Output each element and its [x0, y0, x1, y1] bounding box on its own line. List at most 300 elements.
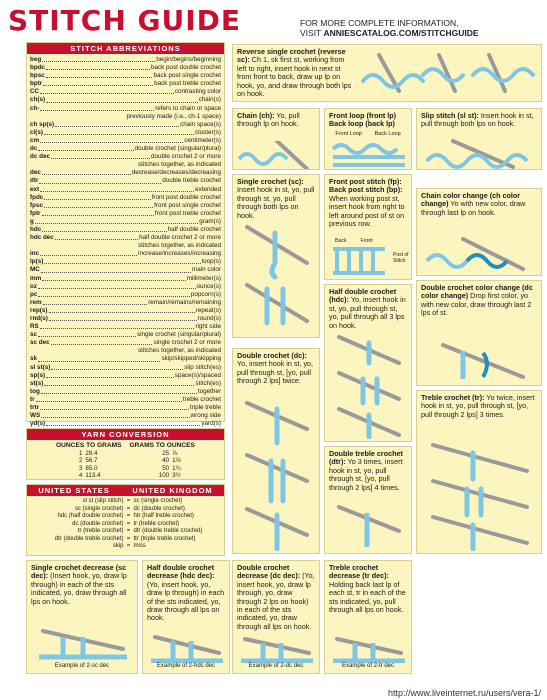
card-heading: Double crochet color change (dc color change) [421, 283, 533, 301]
grams-to-ounces-header: GRAMS TO OUNCES [129, 442, 195, 449]
card-heading: Half double crochet (hdc): [329, 287, 397, 305]
uk-term: ttr (triple treble crochet) [133, 535, 196, 542]
leader-dots [40, 323, 195, 329]
abbreviation-meaning: double crochet 2 or more [150, 153, 221, 161]
abbreviation-meaning: refers to chain or space [155, 104, 221, 112]
abbreviation-row [30, 307, 221, 315]
card-body: Yo, pull through lp on hook. [237, 111, 300, 129]
conversion-cell: 2 [78, 457, 83, 465]
leader-dots [46, 372, 174, 378]
abbreviation-row [30, 218, 221, 226]
abbreviation-meaning: front post single crochet [154, 201, 221, 209]
abbreviation-row [30, 331, 221, 339]
abbreviation-term: WS [30, 412, 41, 420]
abbreviation-meaning: begin/begins/beginning [156, 56, 221, 63]
abbreviation-term: inc [30, 250, 40, 258]
abbreviation-term: rem [30, 298, 42, 306]
abbreviation-row [30, 250, 221, 258]
abbreviation-row [30, 210, 221, 218]
abbreviation-row [30, 396, 221, 404]
abbreviation-meaning: double crochet (singular/plural) [134, 145, 221, 153]
abbreviation-row [30, 258, 221, 266]
uk-term: sc (single crochet) [133, 498, 183, 504]
abbreviation-meaning: triple treble [189, 404, 221, 412]
leader-dots [46, 96, 198, 102]
abbreviation-term: dtr [30, 177, 39, 185]
us-uk-panel [26, 484, 225, 556]
abbreviation-term: hdc dec [30, 234, 54, 242]
abbreviation-row [30, 404, 221, 412]
abbreviation-meaning: stitches together, as indicated [138, 161, 221, 169]
card-double-treble [324, 446, 412, 554]
us-term: dc (double crochet) [72, 520, 124, 527]
abbreviations-header: STITCH ABBREVIATIONS [27, 43, 224, 54]
uk-term: dtr (double treble crochet) [133, 528, 203, 534]
card-treble-crochet [416, 390, 542, 554]
abbreviation-meaning: increase/increases/increasing [138, 250, 221, 258]
abbreviation-meaning: front post double crochet [151, 193, 221, 201]
abbreviation-term: bpdc [30, 64, 46, 72]
card-slip-stitch [416, 108, 542, 170]
equals-sign: = [126, 513, 131, 519]
leader-dots [38, 145, 133, 151]
leader-dots [38, 331, 136, 337]
loops-diagram [329, 141, 409, 169]
conversion-cell: 1¾ [172, 464, 181, 472]
leader-dots [51, 364, 183, 370]
abbreviation-row [30, 380, 221, 388]
abbreviation-row [30, 242, 221, 250]
us-header: UNITED STATES [38, 486, 110, 495]
abbreviation-term: ch sp(s) [30, 120, 55, 128]
leader-dots [55, 234, 138, 240]
leader-dots [40, 186, 194, 192]
card-single-crochet [232, 174, 320, 338]
abbreviation-term: dc dec [30, 153, 50, 161]
equals-sign: = [126, 543, 131, 549]
back-label: Back [335, 238, 347, 244]
abbreviation-row [30, 113, 221, 121]
abbreviation-row [30, 72, 221, 80]
conversion-cell: ⅞ [172, 449, 178, 457]
card-heading: Front post stitch (fp): Back post stitch (bp): [329, 177, 403, 195]
abbreviation-row [30, 388, 221, 396]
abbreviation-row [30, 234, 221, 242]
conversion-cell: 40 [162, 457, 170, 465]
leader-dots [44, 194, 150, 200]
card-heading: Reverse single crochet (reverse sc): [237, 47, 346, 65]
front-label: Front [360, 238, 373, 244]
abbreviation-row [30, 412, 221, 420]
card-heading: Half double crochet decrease (hdc dec): [147, 563, 215, 581]
abbreviation-meaning: skip/skipped/skipping [161, 355, 221, 363]
leader-dots [46, 420, 200, 426]
us-uk-row [27, 536, 224, 544]
abbreviation-term: ch(s) [30, 96, 46, 104]
leader-dots [38, 283, 196, 289]
card-heading: Double crochet decrease (dc dec): [237, 563, 301, 581]
abbreviation-row [30, 88, 221, 96]
uk-header: UNITED KINGDOM [132, 486, 213, 495]
caption: Example of 2-sc dec [54, 662, 110, 669]
card-body: When working post st, insert hook from right to left around post of st on previous row. [329, 193, 405, 229]
abbreviation-meaning: half double crochet [167, 225, 221, 233]
abbreviation-term: lp(s) [30, 258, 44, 266]
card-heading: Double crochet (dc): [237, 351, 307, 360]
card-heading: Single crochet (sc): [237, 177, 304, 186]
abbreviation-term: yd(s) [30, 420, 46, 428]
abbreviation-term: MC [30, 266, 40, 274]
card-heading: Slip stitch (sl st): [421, 111, 479, 120]
abbreviation-term: mm [30, 274, 42, 282]
abbreviation-row [30, 169, 221, 177]
uk-term: miss [133, 543, 146, 549]
abbreviation-term: sl st(s) [30, 363, 51, 371]
info-line: FOR MORE COMPLETE INFORMATION, [300, 18, 459, 28]
us-uk-row [27, 498, 224, 506]
leader-dots [35, 218, 198, 224]
card-sc-decrease [26, 560, 138, 674]
leader-dots [40, 404, 189, 410]
card-hdc-decrease [142, 560, 230, 674]
leader-dots [51, 153, 150, 159]
card-front-back-post [324, 174, 412, 280]
us-term: hdc (half double crochet) [57, 513, 124, 519]
abbreviations-list [27, 54, 224, 438]
leader-dots [42, 275, 186, 281]
abbreviation-term: g [30, 217, 34, 225]
card-heading: Front loop (front lp) Back loop (back lp) [329, 111, 397, 129]
card-text [237, 48, 355, 98]
leader-dots [40, 250, 137, 256]
abbreviation-meaning: treble crochet [182, 395, 221, 403]
leader-dots [49, 315, 197, 321]
conversion-row [56, 472, 195, 480]
abbreviation-term: sk [30, 355, 38, 363]
conversion-row [56, 450, 195, 458]
abbreviation-meaning: chain(s) [198, 96, 221, 104]
abbreviation-term: ext [30, 185, 40, 193]
abbreviation-meaning: cluster(s) [195, 128, 221, 136]
abbreviation-meaning: wrong side [190, 412, 221, 420]
abbreviation-meaning: slip stitch(es) [184, 363, 221, 371]
leader-dots [55, 121, 179, 127]
card-body: Insert hook in st, pull through both lps on hook. [421, 111, 534, 129]
leader-dots [44, 258, 200, 264]
abbreviation-row [30, 283, 221, 291]
abbreviation-row [30, 291, 221, 299]
abbreviation-row [30, 121, 221, 129]
info-url[interactable]: ANNIESCATALOG.COM/STITCHGUIDE [323, 28, 479, 38]
leader-dots [36, 396, 182, 402]
card-heading: Chain (ch): [237, 111, 275, 120]
front-loop-label: Front Loop [335, 130, 362, 137]
us-uk-row [27, 513, 224, 521]
slip-stitch-diagram [423, 139, 537, 169]
abbreviation-term: tr [30, 395, 35, 403]
abbreviation-row [30, 372, 221, 380]
card-heading: Double treble crochet (dtr): [329, 449, 403, 467]
leader-dots [51, 339, 153, 345]
conversion-cell: 56.7 [85, 457, 98, 465]
abbreviation-meaning: half double crochet 2 or more [139, 234, 221, 242]
caption: Example of 2-dc dec [248, 662, 304, 669]
leader-dots [38, 291, 190, 297]
abbreviation-term: sc dec [30, 339, 50, 347]
card-dc-color-change [416, 280, 542, 386]
leader-dots [41, 266, 191, 272]
watermark[interactable]: http://www.liveinternet.ru/users/vera-1/ [387, 688, 541, 698]
abbreviation-row [30, 299, 221, 307]
leader-dots [38, 355, 160, 361]
abbreviation-meaning: previously made (i.e., ch-1 space) [126, 112, 221, 120]
abbreviation-meaning: round(s) [197, 315, 221, 322]
us-uk-row [27, 521, 224, 529]
card-body: Ch 1, sk first st, working from left to right, insert hook in next st from front to back, draw up lp on hook, yo, and draw through both lps on hook. [237, 55, 352, 99]
post-of-stitch-label: Post of Stitch [393, 252, 409, 264]
abbreviation-meaning: back post treble crochet [154, 80, 221, 88]
abbreviation-term: sp(s) [30, 371, 46, 379]
conversion-cell: 25 [162, 449, 170, 457]
abbreviation-meaning: back post single crochet [153, 72, 221, 80]
abbreviation-meaning: centimeter(s) [184, 136, 221, 144]
abbreviation-row [30, 161, 221, 169]
abbreviation-meaning: yard(s) [201, 420, 221, 428]
treble-crochet-diagram [423, 441, 537, 551]
abbreviation-term: bpsc [30, 72, 45, 80]
leader-dots [40, 105, 154, 111]
tr-decrease-diagram [329, 637, 409, 663]
abbreviations-panel [26, 42, 225, 428]
leader-dots [46, 72, 153, 78]
equals-sign: = [126, 535, 131, 542]
abbreviation-row [30, 145, 221, 153]
leader-dots [40, 137, 183, 143]
us-uk-header [27, 485, 224, 496]
abbreviation-meaning: back post double crochet [150, 64, 221, 72]
abbreviation-row [30, 137, 221, 145]
abbreviation-term: st(s) [30, 379, 44, 387]
equals-sign: = [126, 528, 131, 534]
abbreviation-term: CC [30, 88, 40, 96]
abbreviation-meaning: ounce(s) [196, 282, 221, 290]
leader-dots [44, 129, 194, 135]
conversion-cell: 3½ [172, 472, 181, 480]
abbreviation-meaning: stitches together, as indicated [138, 242, 221, 250]
abbreviation-meaning: main color [191, 266, 221, 274]
card-body: Yo, insert hook in st, yo, pull through st, [yo, pull through 2 lps] twice. [237, 359, 314, 386]
conversion-row [56, 465, 195, 473]
abbreviation-meaning: repeat(s) [195, 306, 221, 314]
leader-dots [44, 202, 153, 208]
abbreviation-term: dec [30, 169, 41, 177]
abbreviation-row [30, 186, 221, 194]
abbreviation-term: dc [30, 145, 38, 153]
abbreviation-term: beg [30, 56, 42, 63]
conversion-cell: 1 [78, 449, 83, 457]
equals-sign: = [126, 520, 131, 527]
us-term: dtr (double treble crochet) [54, 535, 124, 542]
uk-term: htr (half treble crochet) [133, 513, 194, 519]
yarn-conversion-table [56, 442, 195, 480]
conversion-cell: 100 [158, 472, 170, 480]
us-uk-table [27, 498, 224, 551]
abbreviation-meaning: double treble crochet [162, 177, 221, 185]
abbreviation-term: sc [30, 331, 38, 339]
uk-term: tr (treble crochet) [133, 520, 180, 527]
abbreviation-term: ch- [30, 104, 40, 112]
leader-dots [46, 64, 150, 70]
abbreviation-meaning: front post treble crochet [154, 209, 221, 217]
page-title: STITCH GUIDE [8, 4, 242, 37]
abbreviation-term: RS [30, 323, 39, 331]
abbreviation-term: fpsc [30, 201, 43, 209]
card-heading: Treble crochet (tr): [421, 393, 485, 402]
abbreviation-term: fptr [30, 209, 41, 217]
leader-dots [42, 226, 167, 232]
back-loop-label: Back Loop [374, 130, 401, 137]
leader-dots [42, 56, 155, 62]
card-chain [232, 108, 320, 170]
yarn-conversion-panel [26, 428, 225, 480]
abbreviation-term: fpdc [30, 193, 44, 201]
ounces-to-grams-header: OUNCES TO GRAMS [56, 442, 122, 449]
conversion-cell: 4 [78, 472, 83, 480]
leader-dots [43, 299, 148, 305]
double-treble-diagram [329, 503, 409, 551]
abbreviation-meaning: decrease/decreases/decreasing [131, 169, 221, 177]
leader-dots [41, 388, 197, 394]
abbreviation-row [30, 355, 221, 363]
abbreviation-meaning: chain space(s) [180, 120, 221, 128]
leader-dots [44, 380, 194, 386]
equals-sign: = [126, 505, 131, 512]
conversion-cell: 50 [162, 464, 170, 472]
card-body: Yo 3 times, insert hook in st, yo, pull through st, [yo, pull through 2 lps] 4 times. [329, 457, 403, 492]
card-body: (Insert hook, yo, draw lp through) in each of the sts indicated, yo, draw through all lps on hook. [31, 571, 127, 606]
leader-dots [42, 210, 154, 216]
abbreviation-meaning: contrasting color [174, 88, 221, 96]
abbreviation-term: tog [30, 387, 40, 395]
abbreviation-meaning: single crochet 2 or more [153, 339, 221, 347]
abbreviation-meaning: stitch(es) [195, 379, 221, 387]
chain-diagram [237, 141, 317, 169]
conversion-cell: 28.4 [85, 449, 98, 457]
caption: Example of 2-hdc dec [156, 662, 216, 669]
card-tr-decrease [324, 560, 412, 674]
abbreviation-row [30, 315, 221, 323]
abbreviation-meaning: stitches together, as indicated [138, 347, 221, 355]
card-heading: Single crochet decrease (sc dec): [31, 563, 127, 581]
abbreviation-term: cl(s) [30, 128, 43, 136]
chain-color-change-diagram [423, 235, 537, 273]
card-body: Yo, insert hook in st, yo, pull through st, yo, pull through all 3 lps on hook. [329, 295, 406, 330]
card-body: (Yo, insert hook, yo, draw lp through) in each of the sts indicated, yo, draw through all lps on hook. [147, 579, 225, 623]
abbreviation-row [30, 266, 221, 274]
card-body: (Yo, insert hook, yo, draw lp through, yo, draw through 2 lps on hook) in each of the sts indicated, yo, draw through all lps on hook. [237, 571, 315, 631]
abbreviation-term: oz [30, 282, 37, 290]
us-uk-row [27, 528, 224, 536]
card-half-double-crochet [324, 284, 412, 442]
abbreviation-meaning: extended [195, 185, 221, 193]
us-term: tr (treble crochet) [77, 528, 124, 534]
abbreviation-row [30, 105, 221, 113]
single-crochet-diagram [237, 223, 317, 335]
card-body: Drop first color, yo with new color, draw through last 2 lps of st. [421, 291, 532, 318]
post-stitch-diagram [329, 245, 389, 277]
card-body: Yo twice, insert hook in st, yo, pull through st, [yo, pull through 2 lps] 3 times. [421, 393, 535, 419]
abbreviation-meaning: gram(s) [199, 217, 221, 225]
conversion-cell: 85.0 [85, 464, 98, 472]
leader-dots [43, 80, 153, 86]
card-dc-decrease [232, 560, 320, 674]
card-double-crochet [232, 348, 320, 554]
more-info [300, 18, 479, 38]
abbreviation-meaning: right side [195, 323, 221, 331]
abbreviation-meaning: space(s)/spaced [174, 371, 221, 379]
abbreviation-row [30, 202, 221, 210]
us-uk-row [27, 506, 224, 514]
dc-color-change-diagram [423, 339, 537, 383]
us-term: skip [112, 543, 124, 549]
card-heading: Chain color change (ch color change) [421, 191, 521, 209]
info-url-line [300, 28, 479, 38]
abbreviation-term: pc [30, 290, 38, 298]
double-crochet-diagram [237, 399, 317, 551]
abbreviation-row [30, 80, 221, 88]
card-front-back-loop [324, 108, 412, 170]
us-uk-row [27, 543, 224, 551]
abbreviation-meaning: together [197, 387, 221, 395]
abbreviation-row [30, 226, 221, 234]
abbreviation-meaning: popcorn(s) [190, 290, 221, 298]
caption: Example of 2-tr dec [341, 662, 395, 669]
abbreviation-row [30, 339, 221, 347]
abbreviation-term: bptr [30, 80, 43, 88]
conversion-cell: 1⅔ [172, 457, 181, 465]
hdc-diagram [329, 333, 409, 439]
abbreviation-row [30, 64, 221, 72]
abbreviation-row [30, 364, 221, 372]
abbreviation-term: rnd(s) [30, 315, 48, 322]
abbreviation-term: hdc [30, 225, 42, 233]
abbreviation-row [30, 96, 221, 104]
abbreviation-row [30, 275, 221, 283]
equals-sign: = [126, 498, 131, 504]
abbreviation-meaning: remain/remains/remaining [148, 298, 221, 306]
abbreviation-meaning: single crochet (singular/plural) [137, 331, 221, 339]
uk-term: dc (double crochet) [133, 505, 185, 512]
conversion-cell: 3 [78, 464, 83, 472]
leader-dots [42, 169, 131, 175]
abbreviation-term: trtr [30, 404, 40, 412]
reverse-sc-diagram [359, 51, 539, 97]
abbreviation-meaning: millimeter(s) [186, 274, 221, 282]
leader-dots [39, 177, 161, 183]
abbreviation-meaning: loop(s) [201, 258, 221, 266]
abbreviation-term: cm [30, 136, 40, 144]
abbreviation-row [30, 177, 221, 185]
abbreviation-row [30, 56, 221, 64]
leader-dots [41, 412, 189, 418]
us-term: sc (single crochet) [74, 505, 124, 512]
conversion-cell: 113.4 [85, 472, 101, 480]
hdc-decrease-diagram [147, 633, 227, 663]
abbreviation-row [30, 129, 221, 137]
leader-dots [49, 307, 195, 313]
sc-decrease-diagram [33, 627, 133, 661]
abbreviation-row [30, 323, 221, 331]
